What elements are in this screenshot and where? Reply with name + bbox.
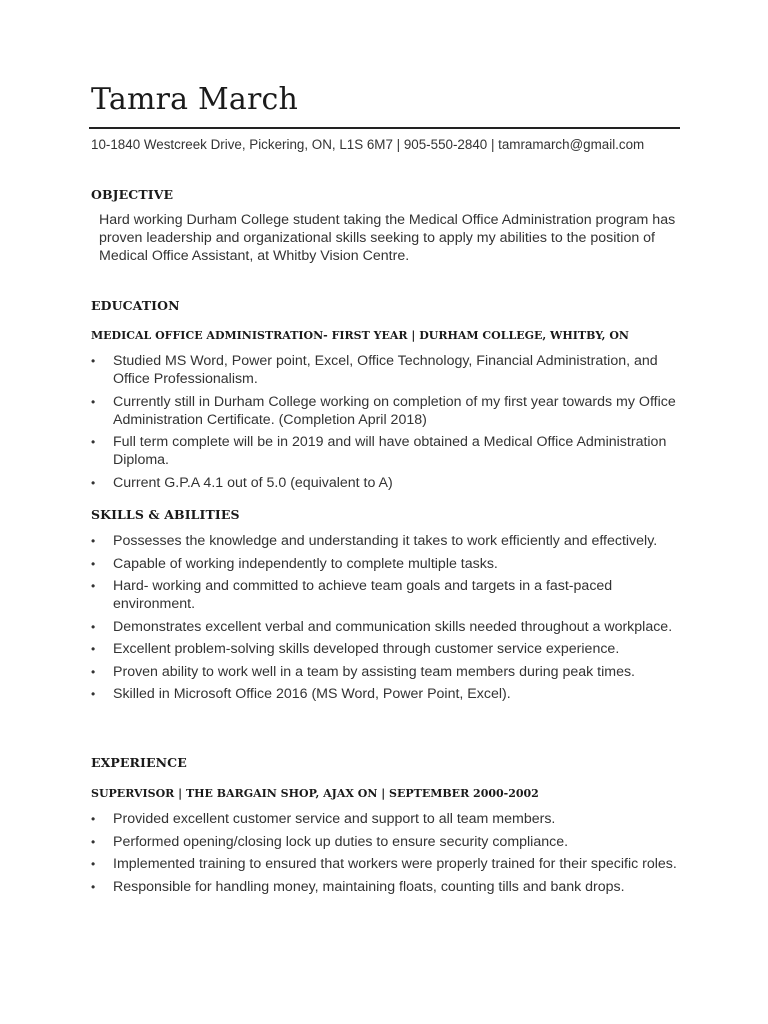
list-item <box>91 640 681 658</box>
bullet-icon: • <box>91 812 96 826</box>
list-item <box>91 878 681 896</box>
list-item <box>91 685 681 703</box>
bullet-icon: • <box>91 556 96 571</box>
objective-heading: OBJECTIVE <box>91 187 174 202</box>
list-item <box>91 618 681 636</box>
list-item <box>91 810 681 828</box>
bullet-icon: • <box>91 879 96 894</box>
list-item <box>91 393 681 429</box>
bullet-icon: • <box>91 619 96 634</box>
bullet-icon: • <box>91 475 96 490</box>
bullet-icon: • <box>91 394 96 409</box>
bullet-icon: • <box>91 534 96 548</box>
list-item-text: Implemented training to ensured that workers were properly trained for their specific roles. <box>113 856 677 872</box>
skills-list <box>91 532 681 708</box>
list-item-text: Hard- working and committed to achieve team goals and targets in a fast-paced environment. <box>113 578 613 612</box>
list-item-text: Currently still in Durham College working on completion of my first year towards my Office Administration Certificate. (Completion April 2018) <box>113 393 676 428</box>
experience-heading: EXPERIENCE <box>91 755 187 770</box>
list-item-text: Capable of working independently to complete multiple tasks. <box>113 555 498 572</box>
list-item-text: Performed opening/closing lock up duties to ensure security compliance. <box>113 833 569 850</box>
list-item <box>91 833 681 851</box>
bullet-icon: • <box>91 664 96 679</box>
list-item-text: Demonstrates excellent verbal and communication skills needed throughout a workplace. <box>113 618 673 635</box>
contact-line: 10-1840 Westcreek Drive, Pickering, ON, L1S 6M7 | 905-550-2840 | tamramarch@gmail.com <box>91 137 645 152</box>
list-item-text: Responsible for handling money, maintaining floats, counting tills and bank drops. <box>113 878 625 895</box>
list-item <box>91 555 681 573</box>
education-program: MEDICAL OFFICE ADMINISTRATION- FIRST YEAR | DURHAM COLLEGE, WHITBY, ON <box>91 329 629 342</box>
experience-list <box>91 810 681 900</box>
list-item-text: Proven ability to work well in a team by assisting team members during peak times. <box>113 663 636 680</box>
list-item <box>91 433 681 469</box>
skills-heading: SKILLS & ABILITIES <box>91 507 240 522</box>
bullet-icon: • <box>91 579 96 593</box>
list-item-text: Excellent problem-solving skills developed through customer service experience. <box>113 641 620 657</box>
list-item-text: Full term complete will be in 2019 and will have obtained a Medical Office Administration Diploma. <box>113 434 667 468</box>
list-item <box>91 474 681 492</box>
list-item-text: Provided excellent customer service and support to all team members. <box>113 811 556 827</box>
list-item-text: Current G.P.A 4.1 out of 5.0 (equivalent to A) <box>113 474 393 491</box>
education-list <box>91 352 681 496</box>
list-item-text: Studied MS Word, Power point, Excel, Office Technology, Financial Administration, and Office Professionalism. <box>113 353 658 387</box>
header-divider <box>89 127 680 129</box>
list-item <box>91 577 681 613</box>
bullet-icon: • <box>91 435 96 449</box>
list-item-text: Possesses the knowledge and understanding it takes to work efficiently and effectively. <box>113 533 658 549</box>
bullet-icon: • <box>91 642 96 656</box>
candidate-name: Tamra March <box>91 82 299 117</box>
list-item <box>91 855 681 873</box>
bullet-icon: • <box>91 834 96 849</box>
objective-text: Hard working Durham College student taking the Medical Office Administration program has proven leadership and organizational skills seeking to apply my abilities to the position of Medical Office Assistant, at Whitby Vision Centre. <box>99 212 676 264</box>
list-item <box>91 663 681 681</box>
experience-role: SUPERVISOR | THE BARGAIN SHOP, AJAX ON | SEPTEMBER 2000-2002 <box>91 787 539 800</box>
list-item <box>91 352 681 388</box>
education-heading: EDUCATION <box>91 298 180 313</box>
list-item <box>91 532 681 550</box>
list-item-text: Skilled in Microsoft Office 2016 (MS Word, Power Point, Excel). <box>113 686 511 702</box>
bullet-icon: • <box>91 857 96 871</box>
bullet-icon: • <box>91 354 96 368</box>
bullet-icon: • <box>91 687 96 701</box>
